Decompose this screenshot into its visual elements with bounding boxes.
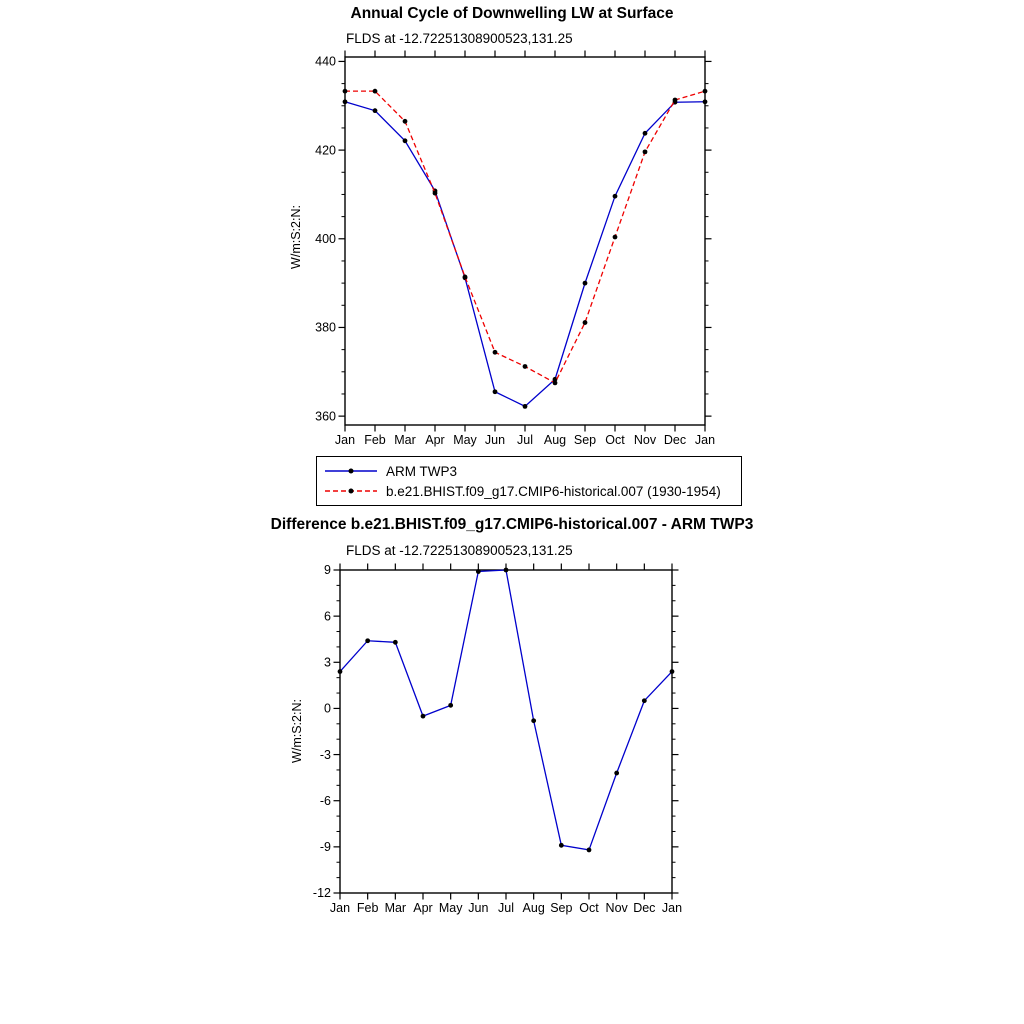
legend-label-arm: ARM TWP3	[386, 463, 458, 479]
difference-chart-y-axis-label: W/m:S:2:N:	[290, 699, 304, 763]
top-chart-title: Annual Cycle of Downwelling LW at Surface	[350, 5, 674, 22]
svg-text:9: 9	[324, 563, 331, 578]
difference-chart-subtitle: FLDS at -12.72251308900523,131.25	[346, 543, 573, 558]
legend-box	[316, 456, 742, 506]
legend-line-sample-arm	[323, 464, 379, 478]
svg-text:May: May	[438, 901, 463, 915]
svg-text:Nov: Nov	[605, 901, 628, 915]
svg-text:360: 360	[315, 409, 336, 424]
difference-chart-plot-area	[300, 558, 700, 933]
svg-text:Apr: Apr	[413, 901, 433, 915]
svg-text:Sep: Sep	[550, 901, 573, 915]
svg-text:Dec: Dec	[663, 433, 687, 447]
svg-text:Jan: Jan	[329, 901, 351, 915]
svg-text:Jul: Jul	[498, 901, 514, 915]
svg-text:Sep: Sep	[573, 433, 597, 447]
svg-text:Aug: Aug	[543, 433, 567, 447]
svg-text:Jul: Jul	[517, 433, 533, 447]
svg-text:Feb: Feb	[356, 901, 379, 915]
legend-item-arm-twp3	[323, 461, 735, 481]
legend-item-model	[323, 481, 735, 501]
svg-text:-3: -3	[319, 747, 331, 762]
svg-text:Nov: Nov	[633, 433, 657, 447]
svg-text:Jun: Jun	[484, 433, 506, 447]
svg-text:May: May	[453, 433, 477, 447]
svg-text:Aug: Aug	[522, 901, 545, 915]
svg-text:Feb: Feb	[364, 433, 386, 447]
svg-text:Oct: Oct	[579, 901, 599, 915]
svg-text:440: 440	[315, 54, 336, 69]
difference-chart-title: Difference b.e21.BHIST.f09_g17.CMIP6-historical.007 - ARM TWP3	[270, 516, 754, 533]
svg-text:380: 380	[315, 320, 336, 335]
svg-text:-9: -9	[319, 840, 331, 855]
legend-label-model: b.e21.BHIST.f09_g17.CMIP6-historical.007 (1930-1954)	[386, 483, 721, 499]
svg-text:Jan: Jan	[661, 901, 683, 915]
svg-text:6: 6	[324, 609, 331, 624]
top-chart-y-axis-label: W/m:S:2:N:	[289, 205, 303, 269]
top-chart-plot-area	[300, 48, 730, 450]
svg-text:Oct: Oct	[605, 433, 625, 447]
legend-marker-icon	[349, 469, 354, 474]
legend-marker-icon	[349, 489, 354, 494]
svg-text:0: 0	[324, 701, 331, 716]
svg-text:Mar: Mar	[384, 901, 407, 915]
svg-text:Jan: Jan	[334, 433, 356, 447]
svg-text:400: 400	[315, 231, 336, 246]
svg-text:Jan: Jan	[694, 433, 716, 447]
legend-line-sample-model	[323, 484, 379, 498]
svg-text:Dec: Dec	[633, 901, 656, 915]
svg-text:-6: -6	[319, 793, 331, 808]
svg-text:Apr: Apr	[425, 433, 445, 447]
svg-text:Mar: Mar	[394, 433, 416, 447]
svg-text:3: 3	[324, 655, 331, 670]
top-chart-subtitle: FLDS at -12.72251308900523,131.25	[346, 31, 573, 46]
svg-text:-12: -12	[312, 886, 331, 901]
svg-text:420: 420	[315, 143, 336, 158]
svg-text:Jun: Jun	[468, 901, 489, 915]
